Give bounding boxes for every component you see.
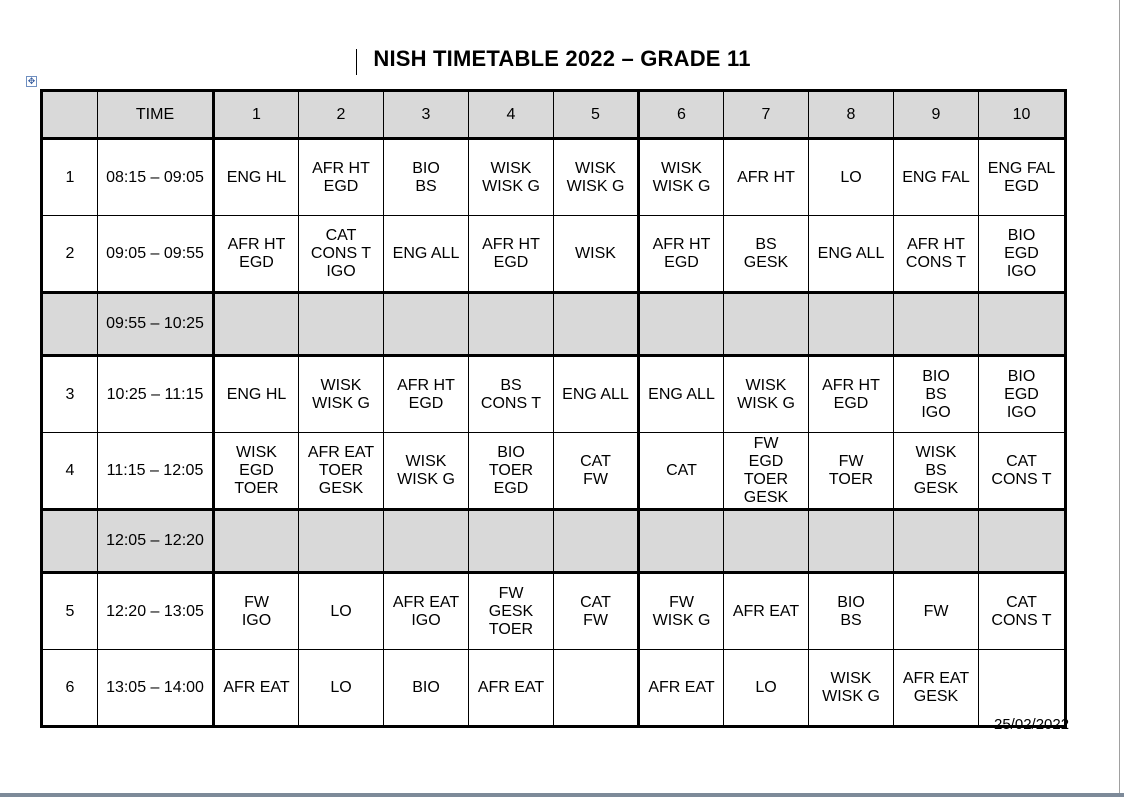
subject-code: BIO <box>412 678 440 696</box>
subject-code: AFR HT <box>312 159 370 177</box>
subject-cell <box>214 573 299 650</box>
subject-cell <box>979 216 1066 293</box>
subject-cell <box>979 573 1066 650</box>
subject-code: FW <box>498 584 524 602</box>
header-row <box>42 91 1066 139</box>
subject-code: BS <box>415 177 437 195</box>
subject-cell <box>639 510 724 573</box>
subject-cell <box>299 293 384 356</box>
subject-cell <box>894 510 979 573</box>
subject-code: AFR HT <box>822 376 880 394</box>
subject-cell <box>724 293 809 356</box>
lesson-row <box>42 216 1066 293</box>
subject-code: WISK G <box>737 394 795 412</box>
subject-code: BIO <box>497 443 525 461</box>
subject-code: TOER <box>488 620 534 638</box>
time-header: TIME <box>98 91 214 139</box>
window-bottom-edge <box>0 793 1124 797</box>
subject-cell <box>724 510 809 573</box>
subject-cell <box>554 293 639 356</box>
subject-cell <box>724 356 809 433</box>
subject-cell <box>384 356 469 433</box>
subject-code: IGO <box>1006 262 1037 280</box>
subject-code: BS <box>925 385 947 403</box>
subject-code: IGO <box>921 403 951 421</box>
subject-cell <box>639 356 724 433</box>
row-label: 3 <box>42 356 98 433</box>
subject-cell <box>469 573 554 650</box>
subject-code: AFR HT <box>227 235 286 253</box>
time-cell: 08:15 – 09:05 <box>98 139 214 216</box>
subject-code: FW <box>244 593 269 611</box>
subject-cell <box>979 510 1066 573</box>
subject-cell <box>639 293 724 356</box>
subject-code: GESK <box>743 488 789 506</box>
subject-cell <box>384 293 469 356</box>
subject-cell <box>639 216 724 293</box>
subject-code: BS <box>925 461 947 479</box>
subject-cell <box>299 510 384 573</box>
subject-cell <box>724 433 809 510</box>
subject-cell <box>809 356 894 433</box>
time-cell: 09:05 – 09:55 <box>98 216 214 293</box>
subject-cell <box>214 433 299 510</box>
subject-code: BIO <box>837 593 865 611</box>
subject-code: AFR HT <box>652 235 711 253</box>
subject-code: ENG FAL <box>987 159 1056 177</box>
subject-code: GESK <box>318 479 364 497</box>
subject-cell <box>554 573 639 650</box>
time-cell: 10:25 – 11:15 <box>98 356 214 433</box>
subject-code: WISK G <box>822 687 880 705</box>
subject-cell <box>384 650 469 727</box>
subject-cell <box>384 216 469 293</box>
subject-code: LO <box>330 602 352 620</box>
subject-code: WISK <box>661 159 702 177</box>
document-date: 25/02/2022 <box>994 716 1070 733</box>
subject-cell <box>894 216 979 293</box>
subject-cell <box>554 356 639 433</box>
subject-code: LO <box>330 678 352 696</box>
subject-cell <box>214 510 299 573</box>
subject-code: ENG ALL <box>562 385 629 403</box>
subject-code: WISK <box>320 376 362 394</box>
subject-code: FW <box>838 452 864 470</box>
subject-cell <box>724 139 809 216</box>
subject-cell <box>384 510 469 573</box>
lesson-row <box>42 139 1066 216</box>
subject-cell <box>554 216 639 293</box>
subject-cell <box>214 650 299 727</box>
subject-cell <box>384 433 469 510</box>
subject-cell <box>469 510 554 573</box>
subject-code: ENG FAL <box>902 168 970 186</box>
subject-code: EGD <box>323 177 359 195</box>
subject-code: WISK G <box>566 177 625 195</box>
subject-cell <box>894 650 979 727</box>
lesson-row <box>42 573 1066 650</box>
subject-cell <box>639 650 724 727</box>
subject-cell <box>809 216 894 293</box>
subject-cell <box>809 433 894 510</box>
subject-code: FW <box>923 602 949 620</box>
subject-cell <box>979 433 1066 510</box>
subject-code: TOER <box>828 470 874 488</box>
subject-code: AFR HT <box>737 168 795 186</box>
subject-code: EGD <box>239 461 274 479</box>
subject-code: CAT <box>1006 593 1037 611</box>
subject-code: IGO <box>1006 403 1037 421</box>
subject-code: ENG ALL <box>392 244 460 262</box>
subject-cell <box>469 433 554 510</box>
text-cursor <box>356 49 357 75</box>
subject-code: ENG ALL <box>648 385 715 403</box>
subject-code: CAT <box>580 452 611 470</box>
subject-code: EGD <box>1004 244 1039 262</box>
subject-cell <box>809 573 894 650</box>
subject-code: AFR EAT <box>307 443 375 461</box>
subject-code: TOER <box>743 470 789 488</box>
subject-cell <box>299 650 384 727</box>
period-header: 1 <box>214 91 299 139</box>
break-row <box>42 510 1066 573</box>
subject-code: AFR HT <box>397 376 455 394</box>
subject-code: EGD <box>493 479 529 497</box>
subject-code: WISK <box>575 159 616 177</box>
subject-code: EGD <box>239 253 274 271</box>
subject-code: TOER <box>318 461 364 479</box>
subject-code: FW <box>753 434 779 452</box>
row-label: 4 <box>42 433 98 510</box>
period-header: 5 <box>554 91 639 139</box>
period-header: 10 <box>979 91 1066 139</box>
subject-cell <box>809 139 894 216</box>
subject-code: CAT <box>1006 452 1037 470</box>
subject-cell <box>214 356 299 433</box>
subject-code: AFR EAT <box>477 678 545 696</box>
subject-cell <box>214 293 299 356</box>
row-label: 1 <box>42 139 98 216</box>
subject-cell <box>724 216 809 293</box>
subject-cell <box>979 139 1066 216</box>
subject-code: GESK <box>913 479 959 497</box>
subject-cell <box>724 573 809 650</box>
subject-code: WISK <box>405 452 447 470</box>
subject-cell <box>384 139 469 216</box>
subject-cell <box>214 139 299 216</box>
lesson-row <box>42 650 1066 727</box>
subject-code: ENG HL <box>226 385 287 403</box>
subject-code: AFR EAT <box>223 678 290 696</box>
subject-cell <box>554 510 639 573</box>
time-cell: 09:55 – 10:25 <box>98 293 214 356</box>
time-cell: 12:05 – 12:20 <box>98 510 214 573</box>
subject-code: WISK G <box>397 470 455 488</box>
subject-code: BS <box>840 611 862 629</box>
page-title: NISH TIMETABLE 2022 – GRADE 11 <box>373 46 751 71</box>
subject-code: EGD <box>408 394 444 412</box>
subject-cell <box>894 139 979 216</box>
subject-code: WISK <box>915 443 957 461</box>
row-label <box>42 293 98 356</box>
period-header: 2 <box>299 91 384 139</box>
subject-cell <box>979 650 1066 727</box>
subject-code: CAT <box>580 593 611 611</box>
subject-cell <box>639 139 724 216</box>
subject-code: CONS T <box>905 253 967 271</box>
period-header: 6 <box>639 91 724 139</box>
subject-cell <box>469 139 554 216</box>
subject-code: WISK G <box>652 177 711 195</box>
subject-code: EGD <box>1004 177 1039 195</box>
subject-cell <box>299 216 384 293</box>
subject-code: CONS T <box>480 394 542 412</box>
subject-code: FW <box>669 593 694 611</box>
subject-code: CAT <box>325 226 357 244</box>
subject-cell <box>894 433 979 510</box>
subject-cell <box>469 650 554 727</box>
period-header: 3 <box>384 91 469 139</box>
subject-cell <box>809 650 894 727</box>
subject-cell <box>384 573 469 650</box>
subject-code: LO <box>840 168 862 186</box>
subject-code: TOER <box>234 479 279 497</box>
subject-cell <box>554 139 639 216</box>
subject-cell <box>299 573 384 650</box>
subject-cell <box>214 216 299 293</box>
subject-code: LO <box>755 678 777 696</box>
subject-cell <box>809 293 894 356</box>
subject-code: AFR EAT <box>648 678 715 696</box>
subject-cell <box>639 573 724 650</box>
subject-cell <box>554 433 639 510</box>
subject-code: EGD <box>748 452 784 470</box>
subject-cell <box>469 356 554 433</box>
subject-code: GESK <box>913 687 959 705</box>
subject-cell <box>469 293 554 356</box>
subject-cell <box>639 433 724 510</box>
subject-code: AFR HT <box>482 235 540 253</box>
subject-code: ENG HL <box>226 168 287 186</box>
subject-code: AFR EAT <box>392 593 460 611</box>
subject-code: CONS T <box>310 244 372 262</box>
subject-code: WISK G <box>652 611 711 629</box>
time-cell: 12:20 – 13:05 <box>98 573 214 650</box>
subject-code: GESK <box>743 253 789 271</box>
row-label <box>42 510 98 573</box>
subject-code: EGD <box>833 394 869 412</box>
subject-code: WISK <box>575 244 616 262</box>
period-header: 8 <box>809 91 894 139</box>
subject-cell <box>299 139 384 216</box>
subject-code: BS <box>500 376 522 394</box>
time-cell: 11:15 – 12:05 <box>98 433 214 510</box>
subject-code: IGO <box>411 611 441 629</box>
subject-code: BIO <box>1007 367 1036 385</box>
subject-cell <box>554 650 639 727</box>
subject-cell <box>809 510 894 573</box>
subject-code: AFR EAT <box>902 669 970 687</box>
subject-code: FW <box>583 611 608 629</box>
subject-cell <box>299 433 384 510</box>
subject-code: ENG ALL <box>817 244 885 262</box>
subject-code: WISK <box>745 376 787 394</box>
subject-code: AFR HT <box>907 235 965 253</box>
subject-code: GESK <box>488 602 534 620</box>
timetable <box>40 89 1067 728</box>
row-label: 2 <box>42 216 98 293</box>
row-label: 6 <box>42 650 98 727</box>
subject-code: CONS T <box>991 611 1052 629</box>
subject-code: FW <box>583 470 608 488</box>
subject-code: CAT <box>666 461 697 479</box>
row-label: 5 <box>42 573 98 650</box>
subject-code: WISK <box>830 669 872 687</box>
subject-code: AFR EAT <box>732 602 800 620</box>
subject-cell <box>979 293 1066 356</box>
subject-cell <box>894 293 979 356</box>
subject-cell <box>469 216 554 293</box>
subject-code: BIO <box>412 159 440 177</box>
subject-cell <box>299 356 384 433</box>
subject-code: EGD <box>493 253 529 271</box>
subject-code: TOER <box>488 461 534 479</box>
subject-cell <box>894 573 979 650</box>
period-header: 4 <box>469 91 554 139</box>
subject-code: BIO <box>1007 226 1036 244</box>
subject-code: BIO <box>922 367 950 385</box>
subject-code: EGD <box>664 253 699 271</box>
subject-code: BS <box>755 235 777 253</box>
lesson-row <box>42 433 1066 510</box>
period-header: 9 <box>894 91 979 139</box>
subject-code: IGO <box>326 262 356 280</box>
subject-cell <box>979 356 1066 433</box>
subject-code: WISK G <box>482 177 540 195</box>
subject-code: CONS T <box>991 470 1052 488</box>
subject-code: WISK G <box>312 394 370 412</box>
period-header: 7 <box>724 91 809 139</box>
subject-code: WISK <box>490 159 532 177</box>
subject-cell <box>724 650 809 727</box>
table-move-handle-icon[interactable]: ✥ <box>27 76 36 86</box>
time-cell: 13:05 – 14:00 <box>98 650 214 727</box>
subject-cell <box>894 356 979 433</box>
subject-code: IGO <box>241 611 272 629</box>
lesson-row <box>42 356 1066 433</box>
subject-code: WISK <box>236 443 277 461</box>
page-right-edge <box>1119 0 1120 797</box>
break-row <box>42 293 1066 356</box>
corner-cell <box>42 91 98 139</box>
subject-code: EGD <box>1004 385 1039 403</box>
